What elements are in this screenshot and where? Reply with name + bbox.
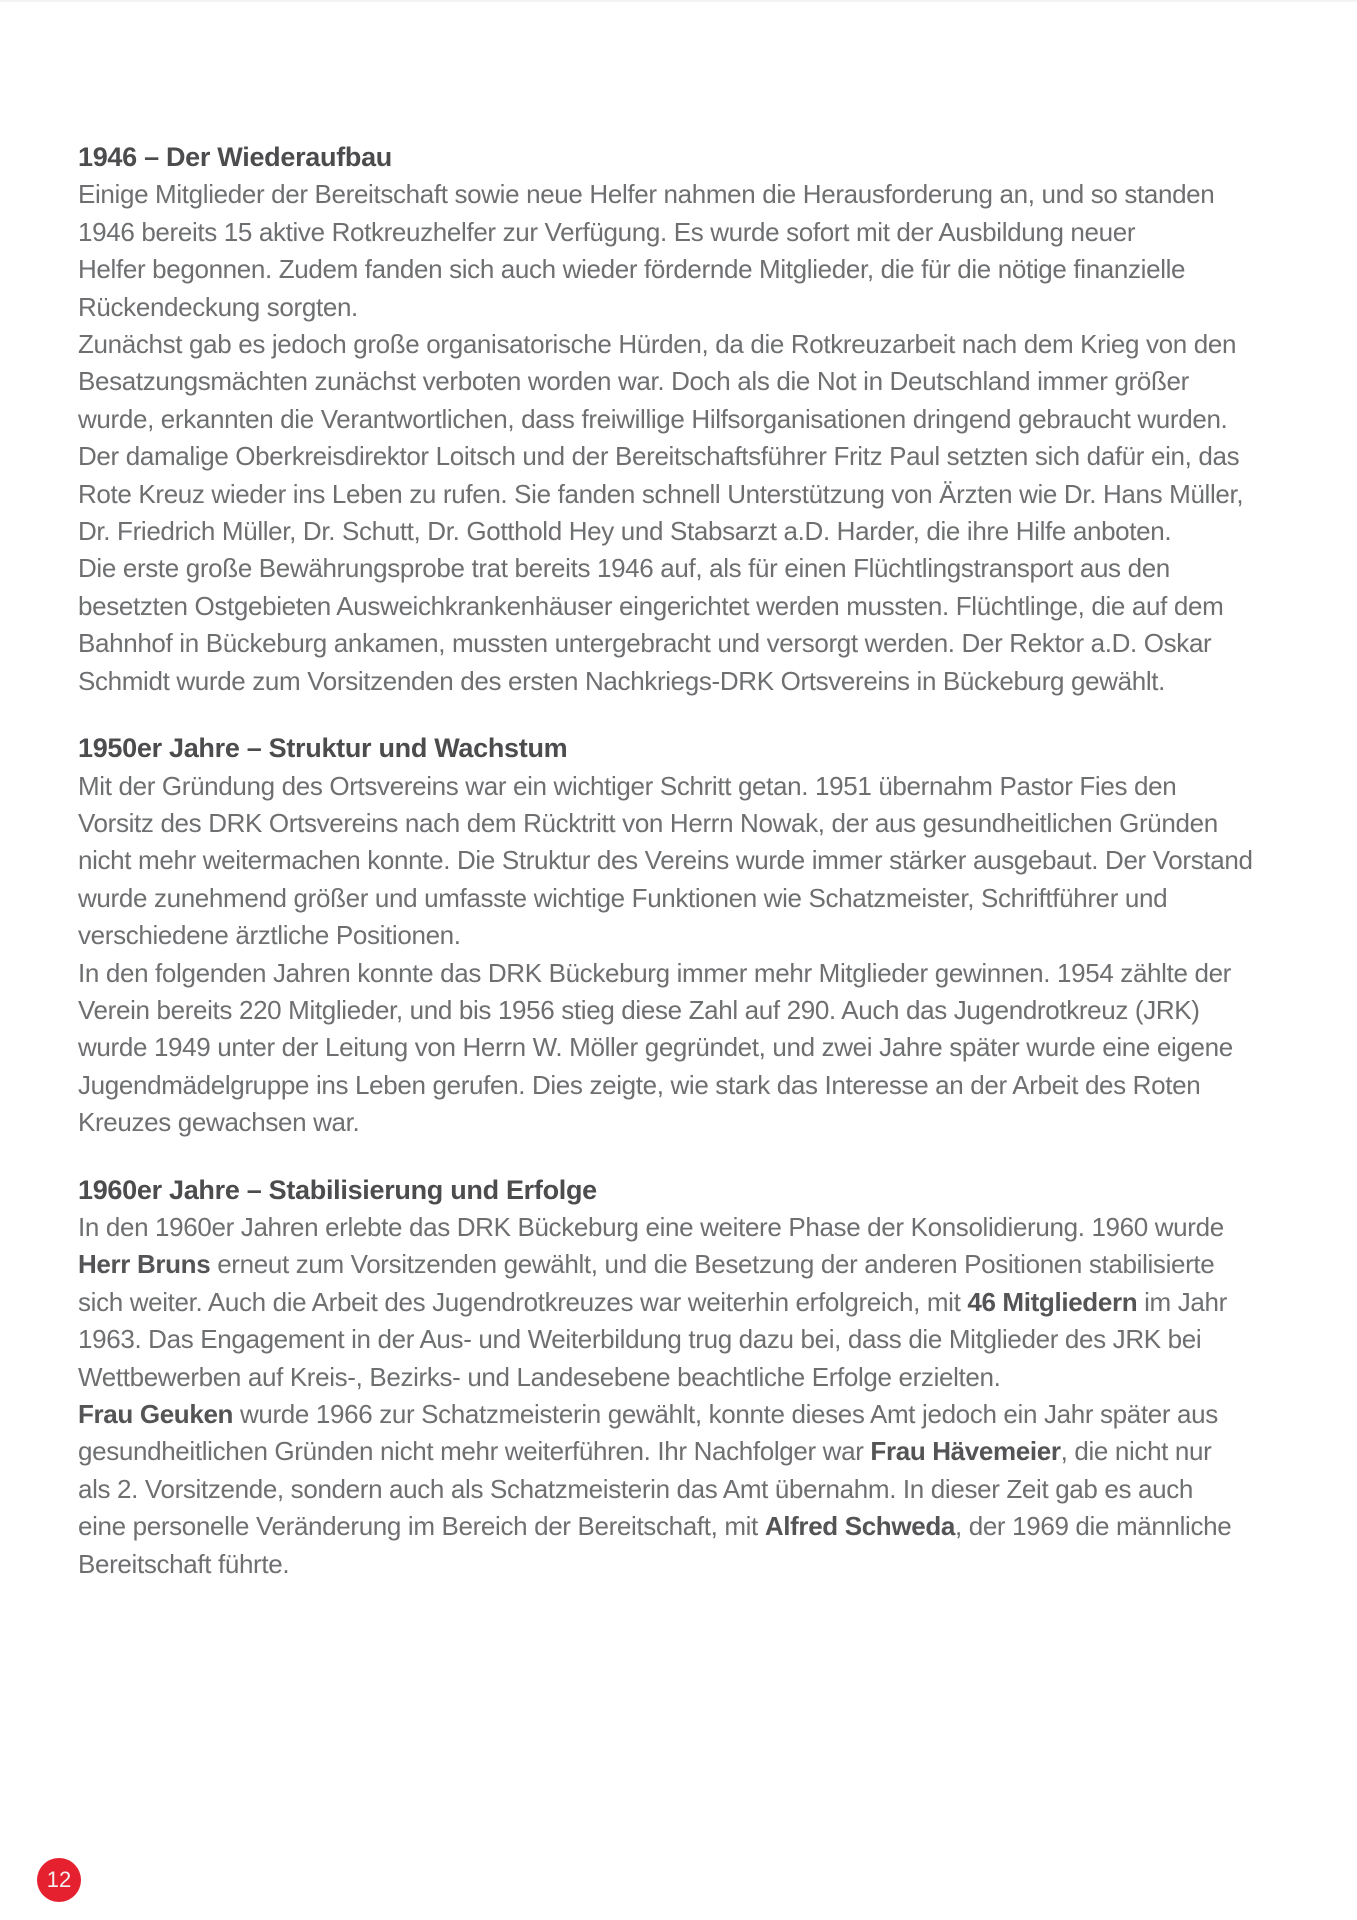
section-1946-wiederaufbau [78,139,1308,700]
text-line: Verein bereits 220 Mitglieder, und bis 1956 stieg diese Zahl auf 290. Auch das Jugendrotkreuz (JRK) [78,994,1200,1025]
text-segment: erneut zum Vorsitzenden gewählt, und die Besetzung der anderen Positionen stabilisierte [210,1249,1215,1280]
text-line: Besatzungsmächten zunächst verboten worden war. Doch als die Not in Deutschland immer größer [78,366,1189,397]
text-line: besetzten Ostgebieten Ausweichkrankenhäuser eingerichtet werden mussten. Flüchtlinge, die auf dem [78,590,1224,621]
text-line: Rückendeckung sorgten. [78,291,358,322]
text-line [78,1246,1308,1283]
text-line: In den folgenden Jahren konnte das DRK Bückeburg immer mehr Mitglieder gewinnen. 1954 zählte der [78,957,1231,988]
text-line: Mit der Gründung des Ortsvereins war ein wichtiger Schritt getan. 1951 übernahm Pastor Fies den [78,770,1177,801]
text-segment: wurde 1966 zur Schatzmeisterin gewählt, konnte dieses Amt jedoch ein Jahr später aus [233,1399,1218,1429]
text-line: 1963. Das Engagement in der Aus- und Weiterbildung trug dazu bei, dass die Mitglieder des JRK bei [78,1324,1202,1355]
text-line: In den 1960er Jahren erlebte das DRK Bückeburg eine weitere Phase der Konsolidierung. 1960 wurde [78,1211,1224,1242]
page-number-badge: 12 [37,1858,81,1902]
text-segment-bold: Alfred Schweda [764,1511,955,1542]
text-segment-bold: Herr Bruns [78,1249,211,1280]
text-line: Dr. Friedrich Müller, Dr. Schutt, Dr. Gotthold Hey und Stabsarzt a.D. Harder, die ihre Hilfe anboten. [78,516,1172,547]
text-line: Zunächst gab es jedoch große organisatorische Hürden, da die Rotkreuzarbeit nach dem Krieg von den [78,329,1237,360]
text-line: Die erste große Bewährungsprobe trat bereits 1946 auf, als für einen Flüchtlingstransport aus den [78,553,1170,584]
text-segment-bold: Frau Hävemeier [870,1436,1061,1467]
text-line: Wettbewerben auf Kreis-, Bezirks- und Landesebene beachtliche Erfolge erzielten. [78,1361,1001,1392]
text-line: verschiedene ärztliche Positionen. [78,920,461,951]
text-line: als 2. Vorsitzende, sondern auch als Schatzmeisterin das Amt übernahm. In dieser Zeit gab es auch [78,1473,1194,1504]
text-line: Bereitschaft führte. [78,1548,290,1579]
text-segment: , die nicht nur [1060,1436,1212,1467]
section-1950er-jahre [78,730,1308,1141]
text-line: nicht mehr weitermachen konnte. Die Struktur des Vereins wurde immer stärker ausgebaut. Der Vorstand [78,845,1253,876]
text-line: wurde, erkannten die Verantwortlichen, dass freiwillige Hilfsorganisationen dringend gebraucht wurden. [78,403,1228,434]
document-page-content [78,139,1308,1613]
text-line: Einige Mitglieder der Bereitschaft sowie neue Helfer nahmen die Herausforderung an, und so standen [78,179,1215,210]
text-line [78,1508,1308,1545]
text-line [78,1433,1308,1470]
text-line: wurde zunehmend größer und umfasste wichtige Funktionen wie Schatzmeister, Schriftführer und [78,882,1168,913]
text-segment-bold: 46 Mitgliedern [967,1286,1138,1317]
text-line: Helfer begonnen. Zudem fanden sich auch wieder fördernde Mitglieder, die für die nötige finanzielle [78,254,1186,285]
text-segment: sich weiter. Auch die Arbeit des Jugendrotkreuzes war weiterhin erfolgreich, mit [78,1286,968,1317]
text-line [78,1284,1308,1321]
section-heading: 1960er Jahre – Stabilisierung und Erfolge [78,1174,597,1205]
text-segment: , der 1969 die männliche [954,1511,1232,1542]
section-1960er-jahre [78,1172,1308,1583]
text-line: Rote Kreuz wieder ins Leben zu rufen. Sie fanden schnell Unterstützung von Ärzten wie Dr. Hans Müller, [78,478,1244,509]
text-line: Jugendmädelgruppe ins Leben gerufen. Dies zeigte, wie stark das Interesse an der Arbeit des Roten [78,1069,1201,1100]
page-top-edge [0,0,1357,2]
text-segment: eine personelle Veränderung im Bereich der Bereitschaft, mit [78,1511,765,1542]
text-line: Vorsitz des DRK Ortsvereins nach dem Rücktritt von Herrn Nowak, der aus gesundheitlichen Gründen [78,807,1218,838]
text-segment: im Jahr [1137,1286,1227,1317]
text-line: 1946 bereits 15 aktive Rotkreuzhelfer zur Verfügung. Es wurde sofort mit der Ausbildung neuer [78,216,1136,247]
text-line: Kreuzes gewachsen war. [78,1107,360,1138]
section-heading: 1946 – Der Wiederaufbau [78,142,392,172]
section-heading: 1950er Jahre – Struktur und Wachstum [78,733,568,764]
text-line: Bahnhof in Bückeburg ankamen, mussten untergebracht und versorgt werden. Der Rektor a.D. Oskar [78,628,1212,659]
text-segment: gesundheitlichen Gründen nicht mehr weiterführen. Ihr Nachfolger war [78,1436,871,1467]
text-line: wurde 1949 unter der Leitung von Herrn W. Möller gegründet, und zwei Jahre später wurde eine eigene [78,1032,1233,1063]
text-line: Schmidt wurde zum Vorsitzenden des ersten Nachkriegs-DRK Ortsvereins in Bückeburg gewählt. [78,665,1165,696]
text-line [78,1396,1308,1433]
text-line: Der damalige Oberkreisdirektor Loitsch und der Bereitschaftsführer Fritz Paul setzten sich dafür ein, das [78,441,1240,472]
text-segment-bold: Frau Geuken [78,1399,234,1429]
